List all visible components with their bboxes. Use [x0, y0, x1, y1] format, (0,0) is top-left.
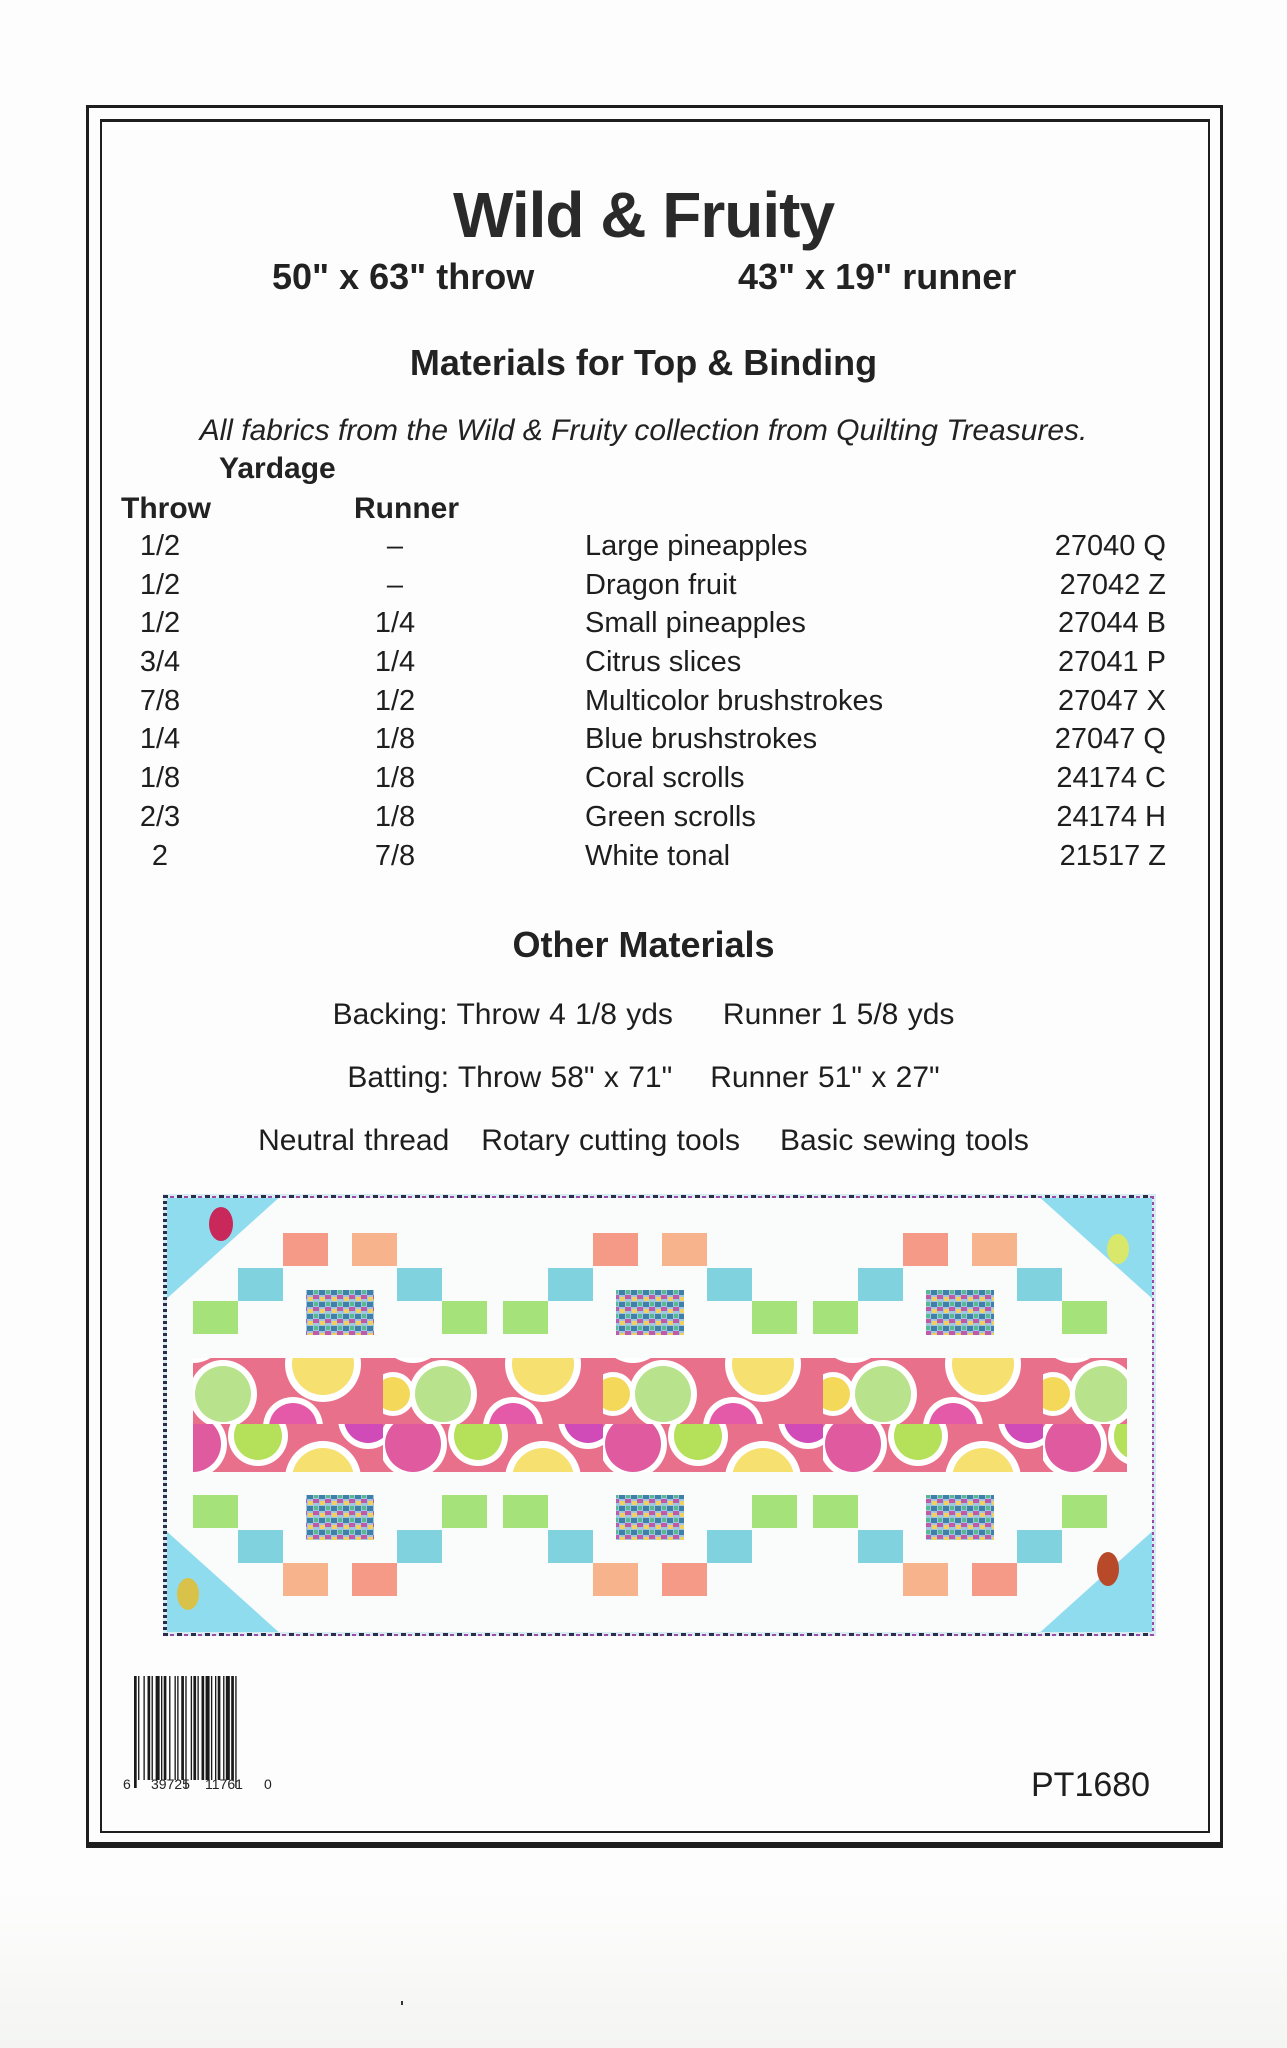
- runner-yardage: 1/2: [374, 684, 416, 717]
- blue-brushstroke-block: [858, 1268, 903, 1301]
- throw-yardage: 1/2: [139, 530, 181, 562]
- quilt-runner-illustration: [163, 1194, 1156, 1636]
- fabric-name: Dragon fruit: [585, 568, 737, 601]
- barcode-bar: [202, 1676, 205, 1780]
- green-scroll-block: [503, 1495, 548, 1528]
- multicolor-brushstroke-block: [306, 1290, 374, 1335]
- green-scroll-block: [442, 1301, 487, 1334]
- other-materials-heading: Other Materials: [512, 924, 775, 965]
- barcode-bar: [235, 1676, 236, 1788]
- fabric-name: Small pineapples: [585, 607, 806, 640]
- fabric-name: Coral scrolls: [585, 762, 745, 795]
- column-header-runner: Runner: [354, 492, 459, 525]
- backing-runner: Runner 1 5/8 yds: [722, 998, 955, 1031]
- runner-yardage: 1/8: [374, 800, 416, 833]
- speck: [401, 2001, 403, 2005]
- barcode-bar: [185, 1676, 186, 1788]
- multicolor-brushstroke-block: [616, 1290, 684, 1335]
- green-scroll-block: [442, 1495, 487, 1528]
- green-scroll-block: [813, 1495, 858, 1528]
- multicolor-brushstroke-block: [306, 1495, 374, 1540]
- fabric-code: 27047 X: [1057, 684, 1166, 717]
- barcode-bar: [148, 1676, 151, 1780]
- throw-yardage: 1/2: [139, 568, 181, 601]
- fabric-name: Citrus slices: [585, 646, 742, 679]
- blue-brushstroke-block: [548, 1530, 593, 1563]
- coral-scroll-block: [662, 1563, 707, 1596]
- multicolor-brushstroke-block: [616, 1495, 684, 1540]
- pattern-number: PT1680: [1031, 1766, 1151, 1804]
- blue-brushstroke-block: [707, 1268, 752, 1301]
- runner-yardage: 7/8: [374, 839, 416, 872]
- green-scroll-block: [193, 1495, 238, 1528]
- binding-bottom: [163, 1632, 1156, 1636]
- barcode-bar: [197, 1676, 198, 1780]
- fabric-name: Blue brushstrokes: [585, 723, 818, 756]
- green-scroll-block: [752, 1301, 797, 1334]
- supply-item: Basic sewing tools: [780, 1124, 1029, 1157]
- blue-brushstroke-block: [1017, 1530, 1062, 1563]
- supply-item: Neutral thread: [258, 1124, 450, 1157]
- coral-scroll-block: [283, 1563, 328, 1596]
- barcode-bar: [175, 1676, 176, 1780]
- fabric-code: 24174 C: [1056, 762, 1166, 795]
- barcode-bar: [226, 1676, 230, 1780]
- batting-runner: Runner 51" x 27": [710, 1061, 940, 1094]
- coral-scroll-block: [593, 1563, 638, 1596]
- green-scroll-block: [1062, 1495, 1107, 1528]
- fabric-code: 27040 Q: [1054, 530, 1166, 562]
- green-scroll-block: [752, 1495, 797, 1528]
- throw-yardage: 1/4: [139, 723, 181, 756]
- runner-yardage: 1/4: [374, 646, 416, 679]
- multicolor-brushstroke-block: [926, 1495, 994, 1540]
- batting-throw: Batting: Throw 58" x 71": [347, 1061, 673, 1094]
- backing-throw: Backing: Throw 4 1/8 yds: [332, 998, 673, 1031]
- throw-yardage: 1/8: [139, 762, 181, 795]
- multicolor-brushstroke-block: [926, 1290, 994, 1335]
- fabric-code: 27044 B: [1057, 607, 1166, 640]
- fabric-code: 27047 Q: [1054, 723, 1166, 756]
- green-scroll-block: [1062, 1301, 1107, 1334]
- backing-line: [0, 998, 1287, 1032]
- blue-brushstroke-block: [548, 1268, 593, 1301]
- dragon-fruit-motif: [209, 1207, 233, 1241]
- throw-yardage: 1/2: [139, 607, 181, 640]
- coral-scroll-block: [903, 1233, 948, 1266]
- throw-yardage: 2: [151, 839, 169, 872]
- fabric-code: 21517 Z: [1059, 839, 1166, 872]
- fabric-code: 27041 P: [1057, 646, 1166, 679]
- runner-yardage: 1/8: [374, 723, 416, 756]
- table-row: [0, 801, 1287, 840]
- blue-brushstroke-block: [397, 1268, 442, 1301]
- coral-scroll-block: [352, 1563, 397, 1596]
- runner-yardage: –: [386, 530, 404, 562]
- barcode-bar: [218, 1676, 221, 1780]
- collection-note: All fabrics from the Wild & Fruity collection from Quilting Treasures.: [199, 414, 1088, 447]
- coral-scroll-block: [593, 1233, 638, 1266]
- yardage-label: Yardage: [219, 452, 336, 485]
- coral-scroll-block: [352, 1233, 397, 1266]
- binding-right: [1152, 1194, 1156, 1636]
- green-scroll-block: [193, 1301, 238, 1334]
- barcode-bar: [206, 1676, 210, 1780]
- blue-brushstroke-block: [707, 1530, 752, 1563]
- fabric-name: Green scrolls: [585, 800, 756, 833]
- binding-left: [163, 1194, 167, 1636]
- table-row: [0, 530, 1287, 569]
- table-row: [0, 646, 1287, 685]
- barcode-digit: 11761: [205, 1776, 243, 1792]
- pattern-title: Wild & Fruity: [452, 179, 835, 251]
- table-row: [0, 569, 1287, 608]
- runner-yardage: 1/4: [374, 607, 416, 640]
- barcode-bar: [138, 1676, 139, 1780]
- throw-yardage: 3/4: [139, 646, 181, 679]
- supply-item: Rotary cutting tools: [481, 1124, 741, 1157]
- throw-yardage: 7/8: [139, 684, 181, 717]
- binding-top: [163, 1194, 1156, 1198]
- coral-scroll-block: [662, 1233, 707, 1266]
- barcode-bar: [193, 1676, 196, 1780]
- blue-brushstroke-block: [238, 1268, 283, 1301]
- blue-brushstroke-block: [858, 1530, 903, 1563]
- coral-scroll-block: [972, 1563, 1017, 1596]
- batting-line: [0, 1061, 1287, 1095]
- barcode-bar: [177, 1676, 178, 1780]
- coral-scroll-block: [903, 1563, 948, 1596]
- runner-yardage: –: [386, 568, 404, 601]
- blue-brushstroke-block: [397, 1530, 442, 1563]
- blue-brushstroke-block: [238, 1530, 283, 1563]
- barcode-digit: 6: [123, 1776, 131, 1792]
- page-bottom-shadow: [0, 1890, 1287, 2048]
- barcode-digit: 0: [264, 1776, 272, 1792]
- table-row: [0, 840, 1287, 879]
- barcode-bar: [215, 1676, 216, 1780]
- fabric-name: Multicolor brushstrokes: [585, 684, 884, 717]
- column-header-throw: Throw: [121, 492, 211, 525]
- runner-size: 43" x 19" runner: [738, 256, 1017, 297]
- coral-scroll-block: [972, 1233, 1017, 1266]
- barcode-bar: [231, 1676, 234, 1780]
- barcode-bar: [164, 1676, 167, 1780]
- fabric-name: White tonal: [585, 839, 731, 872]
- blue-brushstroke-block: [1017, 1268, 1062, 1301]
- barcode-bar: [134, 1676, 137, 1788]
- pineapple-motif: [1097, 1552, 1119, 1586]
- green-scroll-block: [813, 1301, 858, 1334]
- materials-heading: Materials for Top & Binding: [409, 342, 878, 383]
- throw-yardage: 2/3: [139, 800, 181, 833]
- pineapple-motif: [1107, 1234, 1129, 1264]
- barcode-bar: [169, 1676, 170, 1780]
- table-row: [0, 723, 1287, 762]
- throw-size: 50" x 63" throw: [272, 256, 535, 297]
- supplies-line: [0, 1124, 1287, 1158]
- green-scroll-block: [503, 1301, 548, 1334]
- citrus-slices-strip: [193, 1358, 1127, 1472]
- barcode-bar: [211, 1676, 212, 1780]
- barcode-digit: 39725: [151, 1776, 190, 1792]
- coral-scroll-block: [283, 1233, 328, 1266]
- fabric-code: 24174 H: [1056, 800, 1166, 833]
- fabric-code: 27042 Z: [1059, 568, 1166, 601]
- table-row: [0, 762, 1287, 801]
- barcode-bar: [143, 1676, 144, 1780]
- barcode-bar: [181, 1676, 184, 1780]
- yardage-table: [0, 530, 1287, 878]
- table-row: [0, 685, 1287, 724]
- barcode-bar: [152, 1676, 153, 1780]
- barcode-bar: [223, 1676, 224, 1780]
- barcode-bar: [161, 1676, 162, 1780]
- pineapple-motif: [177, 1578, 199, 1610]
- barcode-bar: [191, 1676, 192, 1780]
- table-row: [0, 607, 1287, 646]
- fabric-name: Large pineapples: [585, 530, 808, 562]
- barcode-bar: [156, 1676, 160, 1780]
- runner-yardage: 1/8: [374, 762, 416, 795]
